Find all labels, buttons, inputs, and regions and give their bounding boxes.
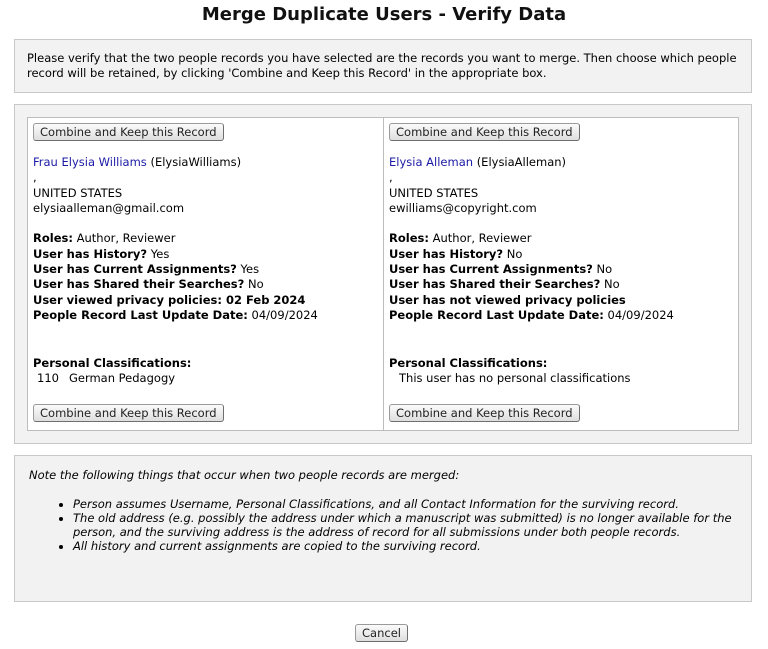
update-date: 04/09/2024 — [607, 307, 674, 322]
cancel-button[interactable]: Cancel — [355, 624, 408, 642]
searches-value: No — [603, 277, 620, 292]
classifications-section — [33, 356, 191, 387]
combine-keep-button-bottom[interactable]: Combine and Keep this Record — [33, 404, 224, 422]
record-name-line — [389, 155, 734, 170]
record-column-2 — [383, 118, 738, 430]
classification-code: 110 — [37, 371, 59, 386]
instructions-panel — [14, 39, 752, 93]
roles-row — [33, 231, 378, 246]
page-title: Merge Duplicate Users - Verify Data — [201, 4, 567, 25]
assignments-value: No — [596, 262, 613, 277]
update-date: 04/09/2024 — [251, 307, 318, 322]
record-column-1 — [28, 118, 383, 430]
address-line: , — [389, 170, 393, 185]
email: elysiaalleman@gmail.com — [33, 200, 185, 215]
searches-row — [33, 277, 378, 292]
assignments-row — [33, 262, 378, 277]
history-value: No — [506, 246, 523, 261]
roles-row — [389, 231, 734, 246]
note-item: • The old address (e.g. possibly the address under which a manuscript was submitted) is no longer available for the person, and the surviving address is the address of record for all submissions under both people records. — [73, 511, 741, 539]
classifications-label: Personal Classifications: — [33, 356, 192, 370]
searches-row — [389, 277, 734, 292]
email: ewilliams@copyright.com — [389, 200, 537, 215]
update-row — [33, 308, 378, 323]
record-name-line — [33, 155, 378, 170]
classification-name: German Pedagogy — [68, 371, 176, 386]
country: UNITED STATES — [389, 185, 479, 200]
roles-label: Roles: — [33, 231, 73, 246]
note-item: • All history and current assignments are copied to the surviving record. — [73, 539, 741, 553]
country: UNITED STATES — [33, 185, 123, 200]
address-line: , — [33, 170, 37, 185]
notes-list — [43, 497, 741, 553]
searches-value: No — [247, 277, 264, 292]
record-details — [389, 155, 734, 323]
history-label: User has History? — [33, 246, 148, 261]
instructions-text: Please verify that the two people records you have selected are the records you want to merge. Then choose which people record will be retained, by clicking 'Combine and Keep this Record' in the appropriate box. — [27, 51, 737, 80]
assignments-label: User has Current Assignments? — [33, 262, 237, 277]
person-name-link[interactable]: Frau Elysia Williams — [33, 155, 147, 169]
note-item: • Person assumes Username, Personal Classifications, and all Contact Information for the surviving record. — [73, 497, 741, 511]
combine-keep-button-bottom[interactable]: Combine and Keep this Record — [389, 404, 580, 422]
privacy-status: User has not viewed privacy policies — [389, 292, 626, 307]
assignments-label: User has Current Assignments? — [389, 262, 593, 277]
roles-label: Roles: — [389, 231, 429, 246]
assignments-value: Yes — [240, 262, 260, 277]
records-table — [27, 117, 739, 431]
history-value: Yes — [150, 246, 170, 261]
privacy-status: User viewed privacy policies: 02 Feb 2024 — [33, 292, 306, 307]
update-label: People Record Last Update Date: — [389, 307, 604, 322]
classifications-section — [389, 356, 631, 387]
searches-label: User has Shared their Searches? — [33, 277, 245, 292]
classifications-label: Personal Classifications: — [389, 356, 548, 370]
username: (ElysiaAlleman) — [476, 155, 567, 169]
merge-notes-panel — [14, 455, 752, 602]
update-label: People Record Last Update Date: — [33, 307, 248, 322]
combine-keep-button-top[interactable]: Combine and Keep this Record — [389, 123, 580, 141]
update-row — [389, 308, 734, 323]
record-details — [33, 155, 378, 323]
assignments-row — [389, 262, 734, 277]
combine-keep-button-top[interactable]: Combine and Keep this Record — [33, 123, 224, 141]
records-panel — [14, 104, 752, 444]
classification-row — [33, 371, 191, 386]
username: (ElysiaWilliams) — [150, 155, 242, 169]
roles-value: Author, Reviewer — [76, 231, 176, 246]
history-row — [389, 247, 734, 262]
no-classifications-text: This user has no personal classifications — [399, 371, 631, 386]
notes-lead: Note the following things that occur when two people records are merged: — [29, 468, 460, 482]
person-name-link[interactable]: Elysia Alleman — [389, 155, 474, 169]
searches-label: User has Shared their Searches? — [389, 277, 601, 292]
roles-value: Author, Reviewer — [432, 231, 532, 246]
history-label: User has History? — [389, 246, 504, 261]
history-row — [33, 247, 378, 262]
